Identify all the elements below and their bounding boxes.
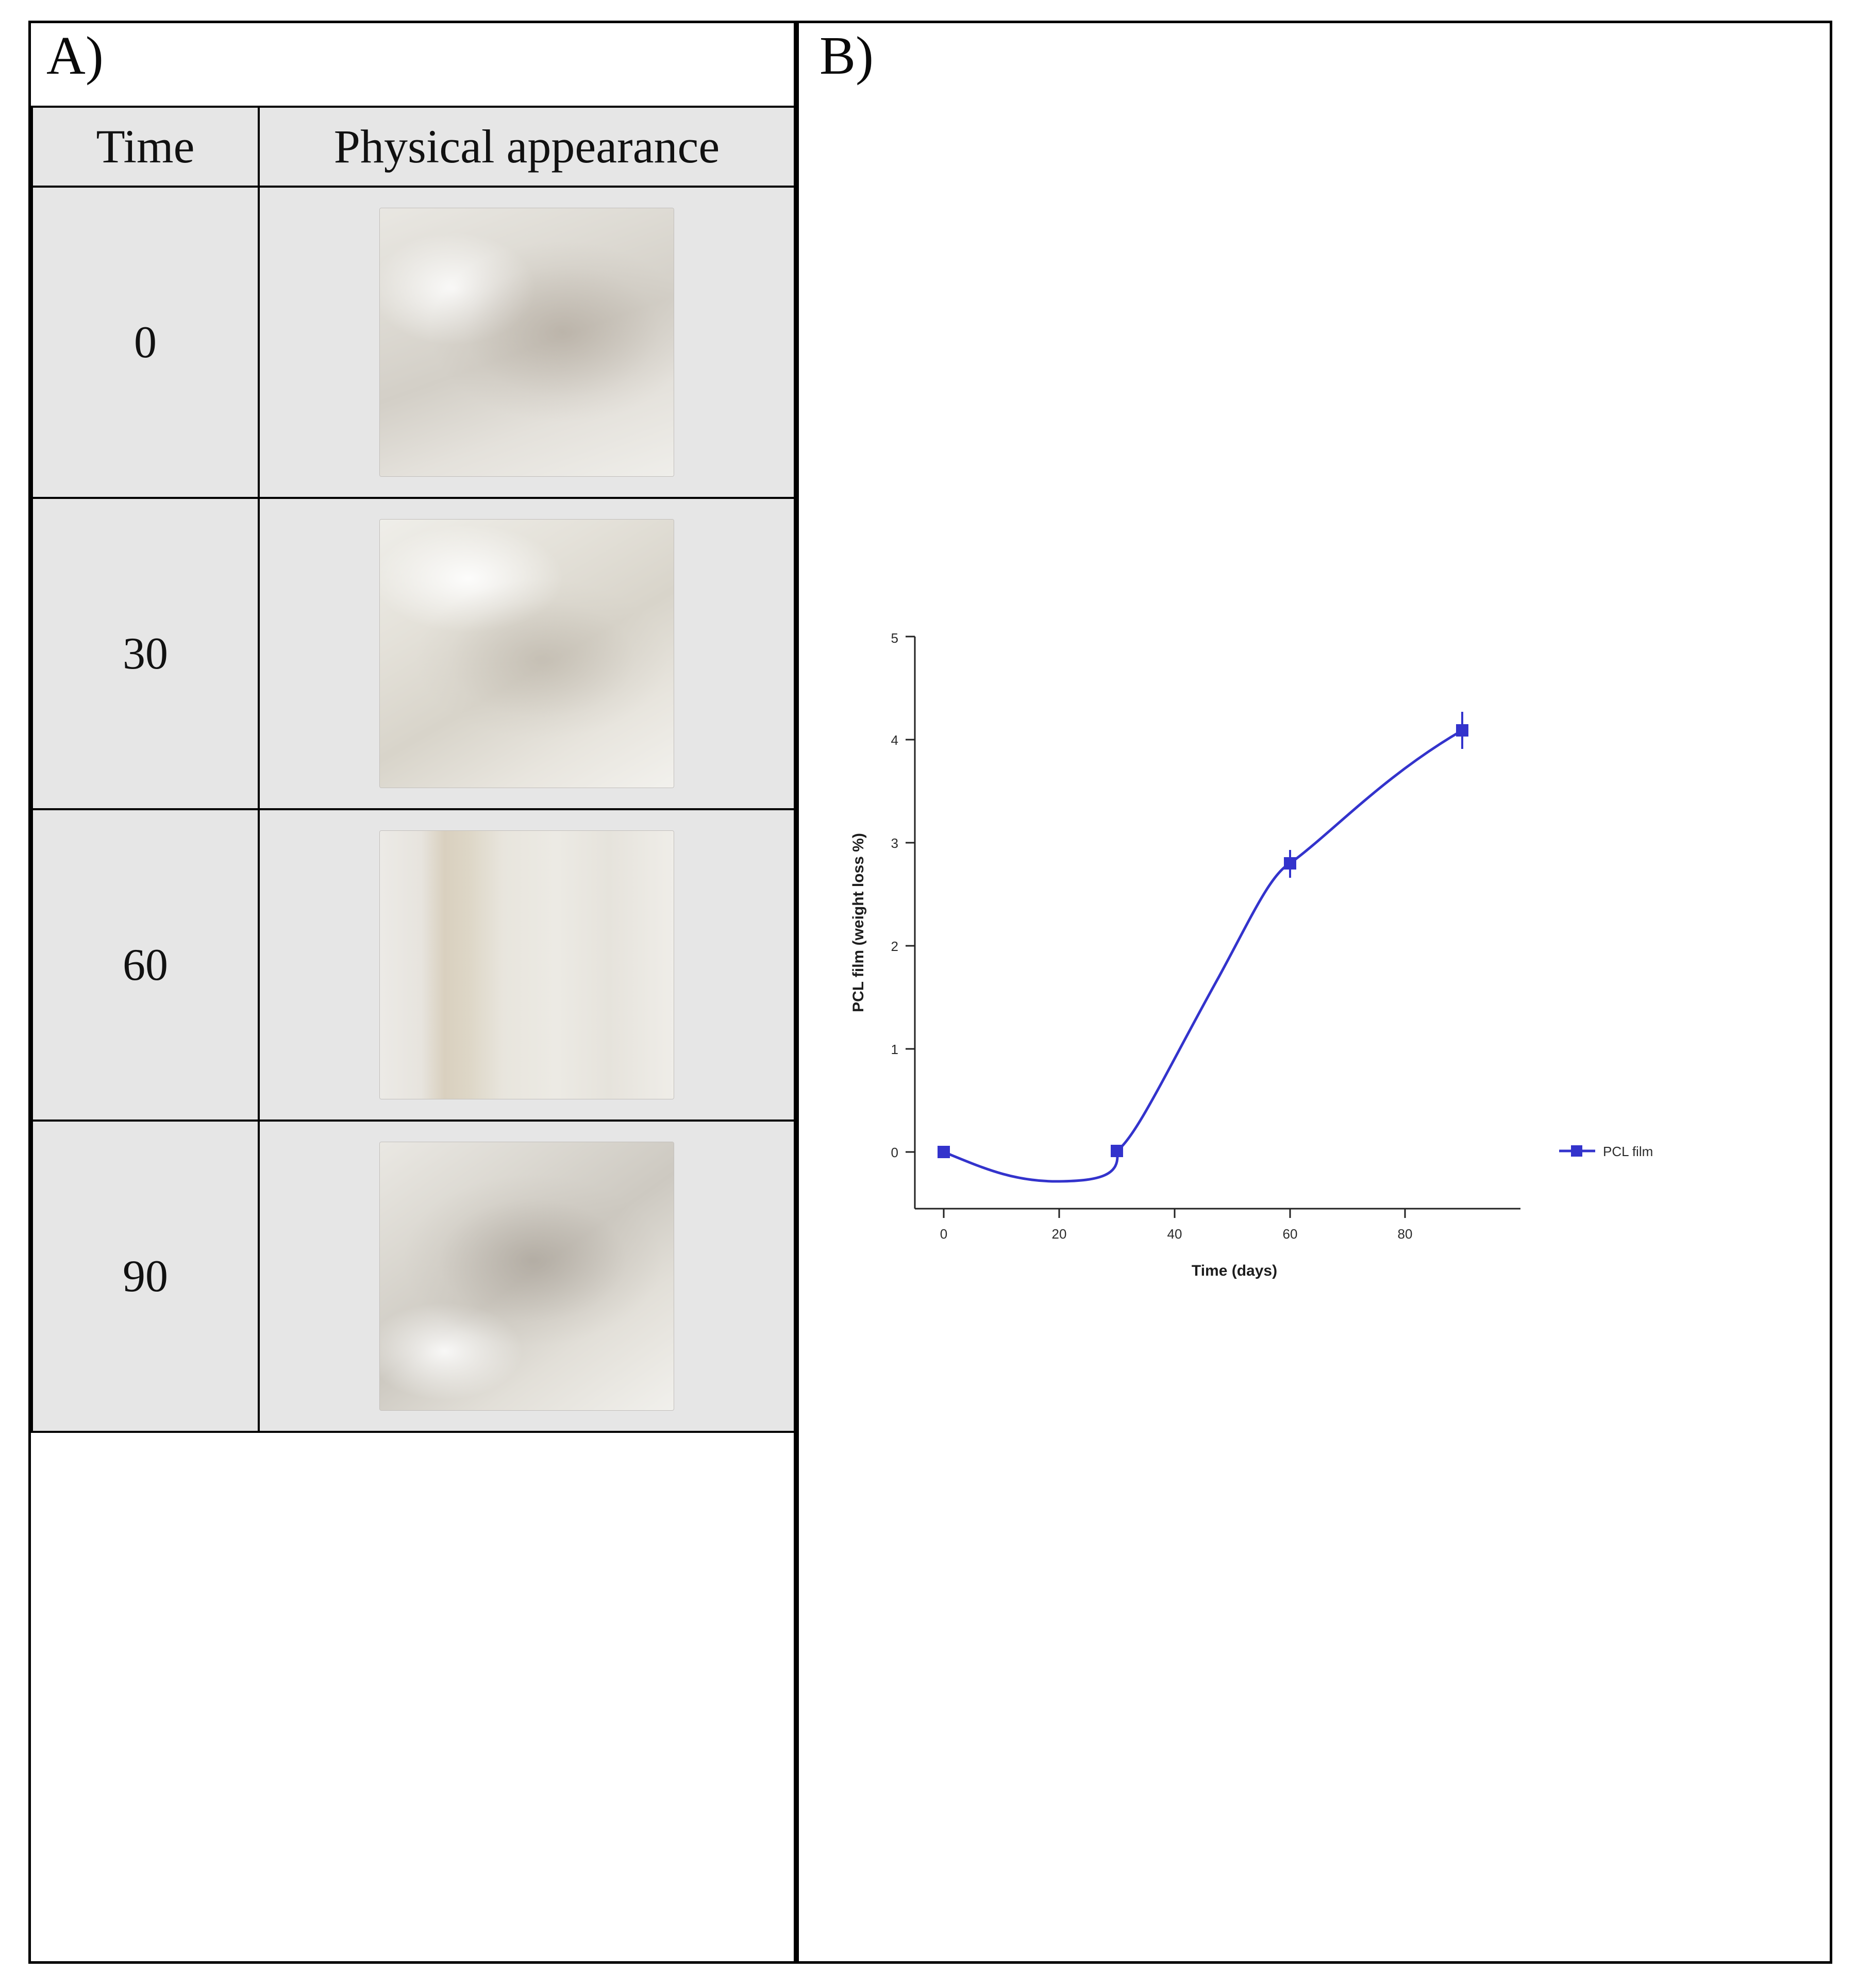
y-axis-title: PCL film (weight loss %) bbox=[850, 833, 867, 1012]
film-sheen bbox=[380, 520, 674, 788]
cell-physical-appearance bbox=[259, 187, 795, 498]
error-bars bbox=[944, 712, 1462, 1154]
table-row bbox=[32, 187, 795, 498]
x-ticks bbox=[940, 1209, 1413, 1242]
film-sample-image-day-60 bbox=[380, 831, 674, 1099]
legend-label: PCL film bbox=[1603, 1144, 1653, 1159]
panel-a bbox=[28, 21, 796, 1964]
data-point bbox=[938, 1146, 950, 1158]
table-row bbox=[32, 809, 795, 1121]
cell-physical-appearance bbox=[259, 1121, 795, 1432]
table-row bbox=[32, 498, 795, 809]
y-tick-label: 4 bbox=[891, 732, 898, 748]
table-header bbox=[32, 107, 795, 187]
film-sample-image-day-90 bbox=[380, 1142, 674, 1410]
x-tick-label: 20 bbox=[1051, 1226, 1067, 1242]
table-body bbox=[32, 187, 795, 1432]
film-sheen bbox=[380, 1142, 674, 1410]
table-header-row bbox=[32, 107, 795, 187]
cell-time: 0 bbox=[32, 187, 259, 498]
y-tick-label: 3 bbox=[891, 836, 898, 851]
data-point bbox=[1111, 1145, 1123, 1157]
weight-loss-chart bbox=[827, 606, 1796, 1301]
chart-legend bbox=[1559, 1144, 1653, 1159]
panel-b bbox=[796, 21, 1832, 1964]
x-tick-label: 80 bbox=[1397, 1226, 1413, 1242]
panel-a-label: A) bbox=[46, 25, 104, 86]
film-sample-image-day-0 bbox=[380, 208, 674, 476]
x-tick-label: 40 bbox=[1167, 1226, 1182, 1242]
film-sheen bbox=[380, 208, 674, 476]
appearance-table bbox=[31, 106, 796, 1433]
series-markers-pcl-film bbox=[938, 724, 1468, 1158]
column-header-physical-appearance: Physical appearance bbox=[259, 107, 795, 187]
x-tick-label: 0 bbox=[940, 1226, 948, 1242]
y-tick-label: 1 bbox=[891, 1042, 898, 1057]
x-axis-title: Time (days) bbox=[1191, 1262, 1278, 1279]
data-point bbox=[1456, 724, 1468, 737]
table-row bbox=[32, 1121, 795, 1432]
cell-time: 60 bbox=[32, 809, 259, 1121]
series-line-pcl-film bbox=[944, 730, 1462, 1181]
y-tick-label: 5 bbox=[891, 630, 898, 646]
data-point bbox=[1284, 857, 1296, 870]
film-sheen bbox=[380, 831, 674, 1099]
x-tick-label: 60 bbox=[1282, 1226, 1298, 1242]
film-sample-image-day-30 bbox=[380, 520, 674, 788]
appearance-table-wrapper bbox=[31, 106, 794, 1964]
cell-physical-appearance bbox=[259, 809, 795, 1121]
panel-b-label: B) bbox=[820, 25, 874, 86]
legend-swatch-marker bbox=[1571, 1145, 1582, 1157]
cell-time: 90 bbox=[32, 1121, 259, 1432]
y-tick-label: 2 bbox=[891, 939, 898, 954]
y-ticks bbox=[891, 630, 915, 1160]
y-tick-label: 0 bbox=[891, 1145, 898, 1160]
column-header-time: Time bbox=[32, 107, 259, 187]
cell-time: 30 bbox=[32, 498, 259, 809]
chart-svg bbox=[827, 606, 1796, 1301]
cell-physical-appearance bbox=[259, 498, 795, 809]
